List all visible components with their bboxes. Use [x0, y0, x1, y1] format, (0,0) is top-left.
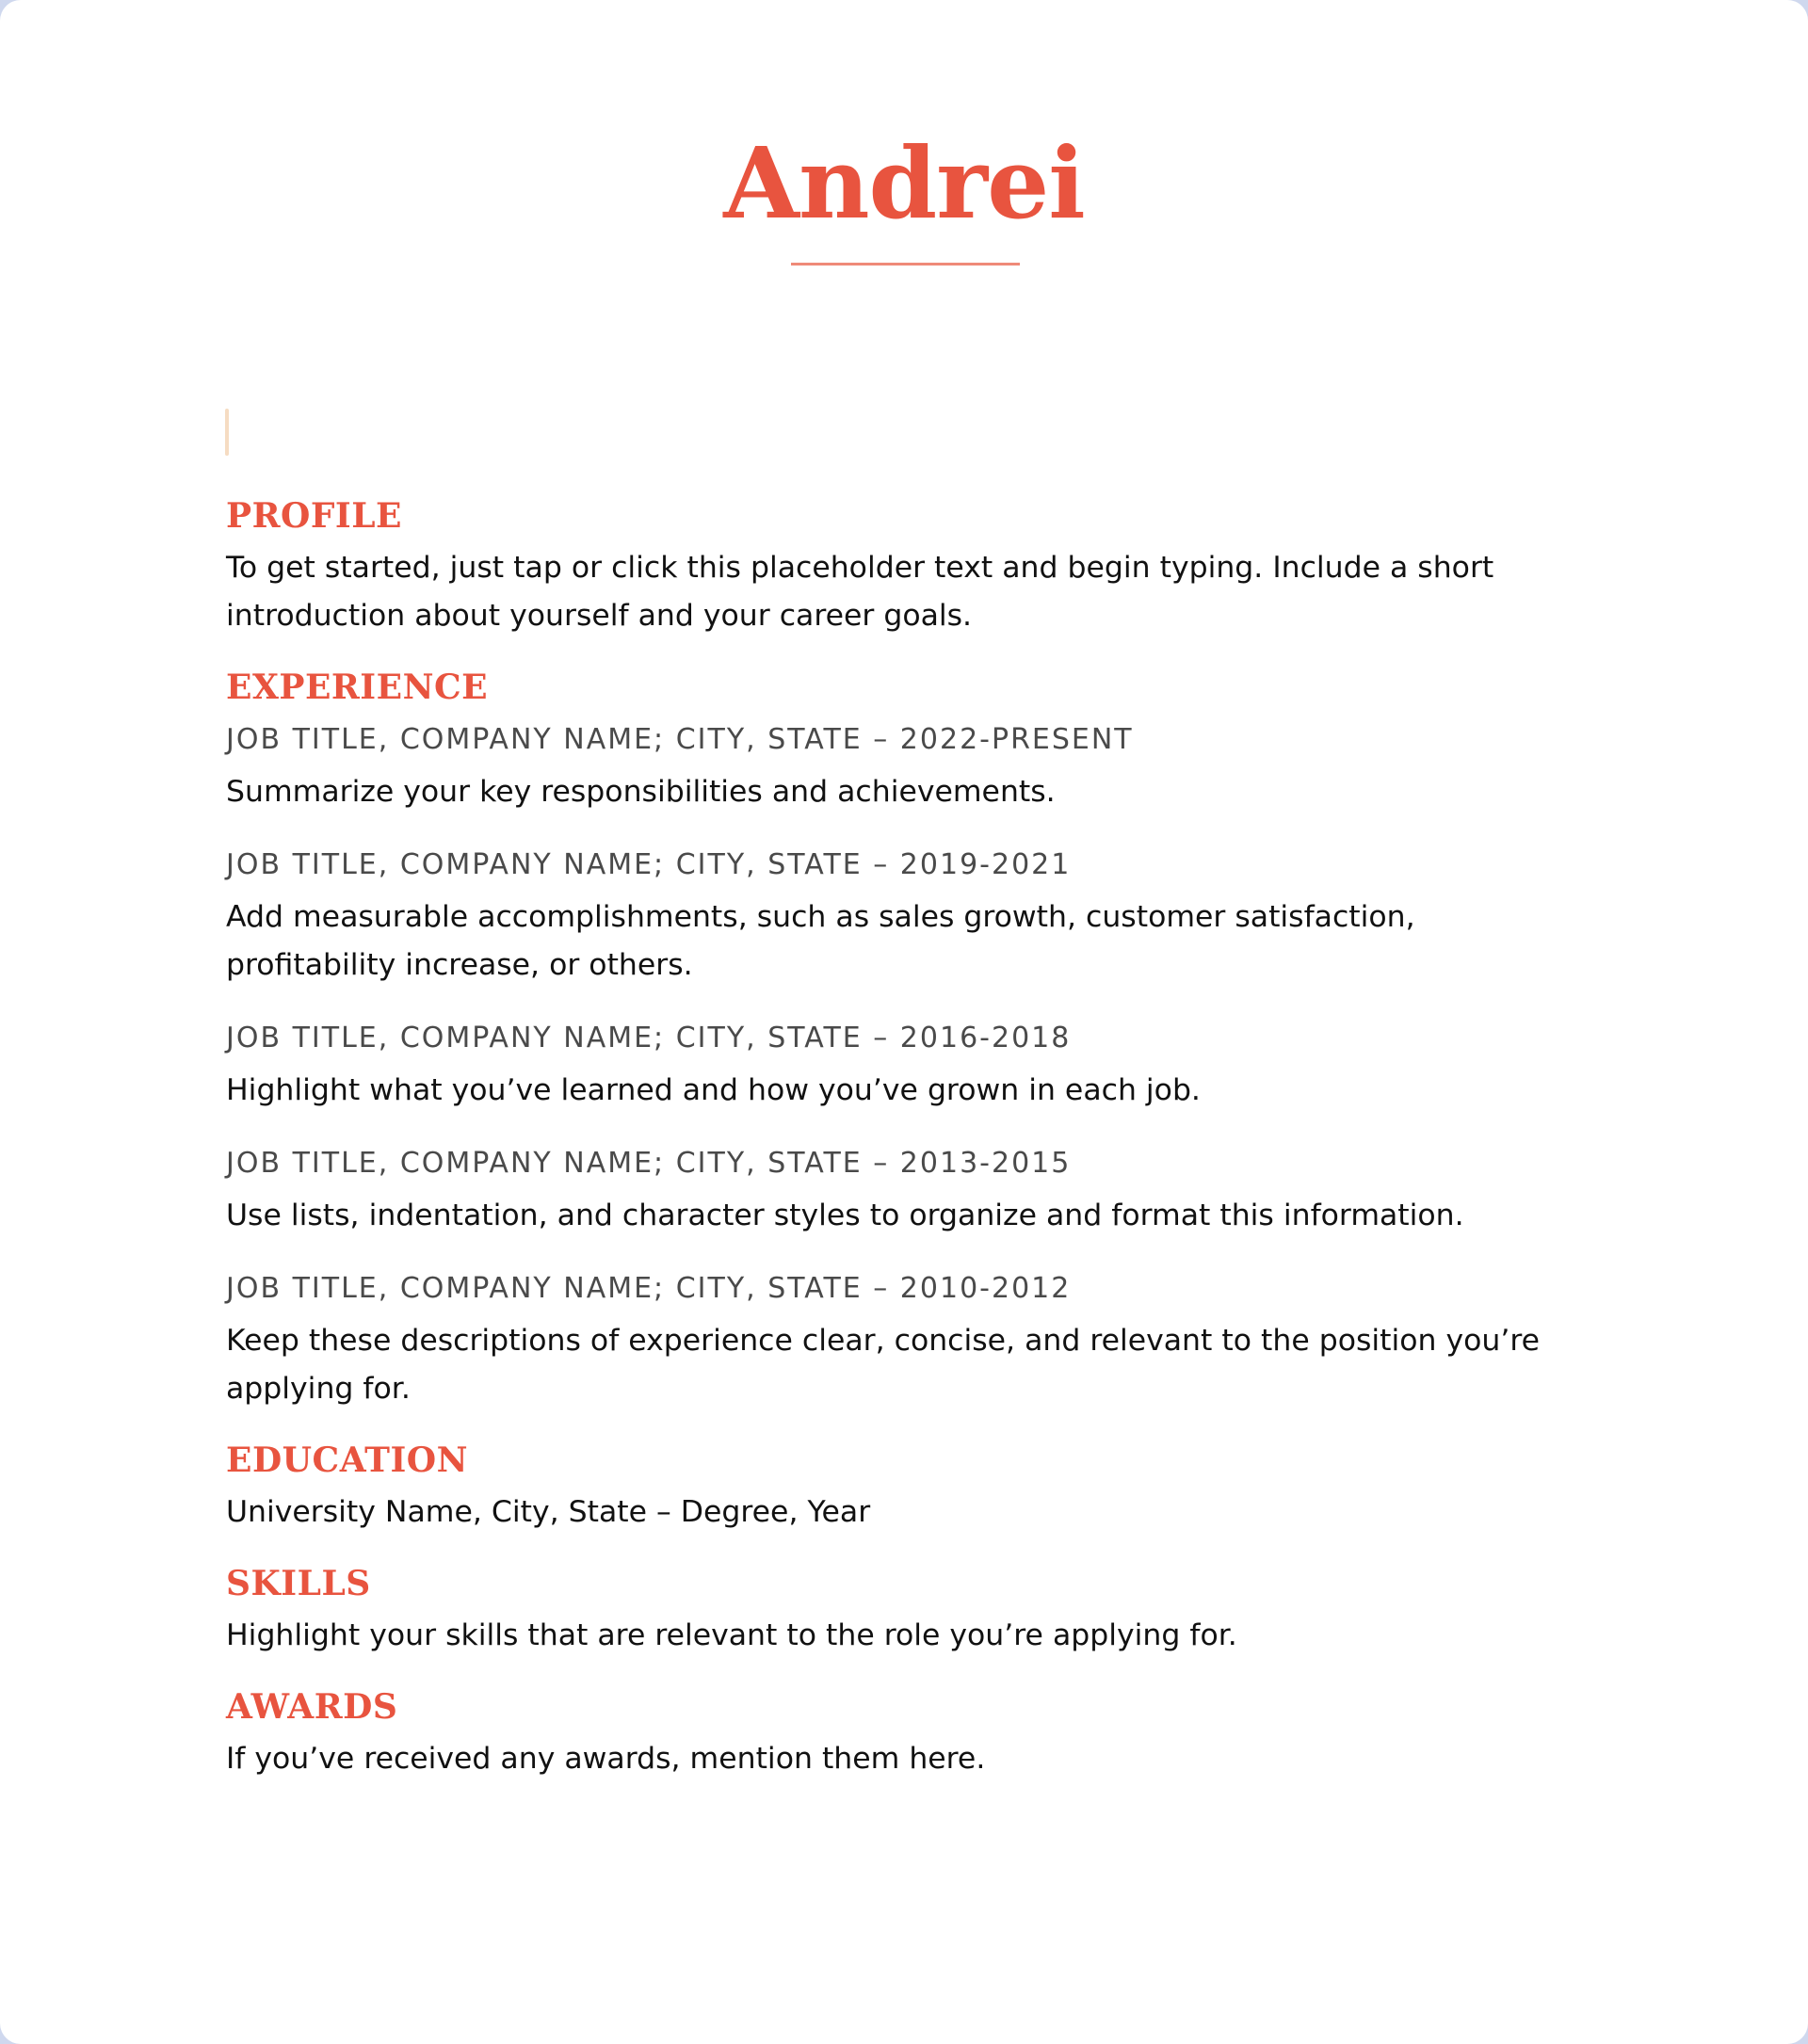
awards-text[interactable]: If you’ve received any awards, mention them here.	[226, 1742, 986, 1776]
awards-section	[226, 1681, 1582, 1783]
job-heading[interactable]: JOB TITLE, COMPANY NAME; CITY, STATE – 2010-2012	[226, 1272, 1072, 1305]
section-heading-experience[interactable]: EXPERIENCE	[226, 668, 489, 707]
section-heading-awards[interactable]: AWARDS	[226, 1687, 398, 1727]
experience-entry	[226, 839, 1582, 990]
job-heading[interactable]: JOB TITLE, COMPANY NAME; CITY, STATE – 2022-PRESENT	[226, 723, 1134, 756]
job-heading[interactable]: JOB TITLE, COMPANY NAME; CITY, STATE – 2019-2021	[226, 848, 1072, 881]
experience-entry	[226, 1263, 1582, 1413]
skills-text[interactable]: Highlight your skills that are relevant to the role you’re applying for.	[226, 1618, 1237, 1652]
job-heading[interactable]: JOB TITLE, COMPANY NAME; CITY, STATE – 2016-2018	[226, 1022, 1072, 1054]
resume-body	[226, 490, 1582, 1804]
job-description[interactable]: Highlight what you’ve learned and how you’ve grown in each job.	[226, 1073, 1201, 1107]
skills-section	[226, 1557, 1582, 1660]
job-description[interactable]: Summarize your key responsibilities and achievements.	[226, 775, 1056, 809]
name-underline-divider	[791, 263, 1020, 266]
education-section	[226, 1434, 1582, 1537]
job-description[interactable]: Use lists, indentation, and character styles to organize and format this information.	[226, 1199, 1464, 1232]
experience-entry	[226, 1137, 1582, 1240]
experience-entry	[226, 1012, 1582, 1115]
section-heading-profile[interactable]: PROFILE	[226, 496, 402, 536]
job-heading[interactable]: JOB TITLE, COMPANY NAME; CITY, STATE – 2013-2015	[226, 1147, 1072, 1180]
resume-name[interactable]: Andrei	[723, 125, 1085, 241]
section-heading-skills[interactable]: SKILLS	[226, 1564, 371, 1603]
job-description[interactable]: Keep these descriptions of experience clear, concise, and relevant to the position you’re applying for.	[226, 1324, 1541, 1406]
section-heading-education[interactable]: EDUCATION	[226, 1440, 469, 1480]
profile-text[interactable]: To get started, just tap or click this placeholder text and begin typing. Include a short introduction about yourself and your career goals.	[226, 551, 1494, 633]
experience-section	[226, 661, 1582, 1413]
text-cursor	[225, 409, 229, 456]
profile-section	[226, 490, 1582, 640]
education-text[interactable]: University Name, City, State – Degree, Year	[226, 1495, 871, 1529]
experience-entry	[226, 714, 1582, 816]
job-description[interactable]: Add measurable accomplishments, such as sales growth, customer satisfaction, profitability increase, or others.	[226, 900, 1415, 982]
